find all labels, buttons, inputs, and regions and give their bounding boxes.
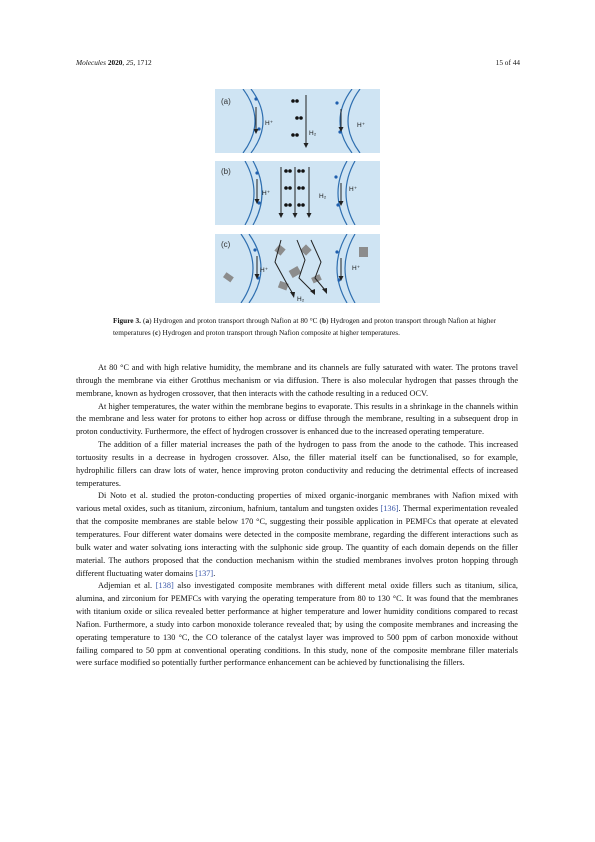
panel-background: [215, 89, 380, 153]
hydrogen-molecule: [284, 169, 288, 173]
caption-mark-b: b: [321, 316, 327, 325]
proton-label-right: H⁺: [357, 122, 366, 129]
proton-label-right: H⁺: [349, 186, 358, 193]
proton-dot: [253, 248, 256, 251]
page-number: 15 of 44: [495, 58, 520, 67]
paragraph: Adjemian et al. [138] also investigated composite membranes with different metal oxide fillers such as titanium, silica, alumina, and zirconium for PEMFCs with varying the operating temperature from 80 to 130 °C. It was found that the membranes with titanium oxide or silica revealed better performance at higher temperature and lower humidity conditions compared to recast Nafion. Furthermore, a study into carbon monoxide tolerance revealed that; by using the composite membranes and increasing the operating temperature to 130 °C, the CO tolerance of the catalyst layer was improved to 500 ppm of carbon monoxide without failing compared to 50 ppm at conventional operating conditions. In this study, none of the composite membrane filler materials were surface modified so potentially further performance enhancement can be achieved by functionalising the fillers.: [76, 581, 518, 668]
paragraph: Di Noto et al. studied the proton-conducting properties of mixed organic-inorganic membranes with Nafion mixed with various metal oxides, such as titanium, zirconium, hafnium, tantalum and tungsten oxides [136]. Thermal experimentation revealed that the composite membranes are stable below 170 °C, suggesting their possible application in PEMFCs that operate at elevated temperatures. Four different water domains were detected in the composite membrane, regarding the different interactions such as bulk water and water solvating ions interacting with the sulphonic side group. The quantity of each domain depends on the filler material. The authors proposed that the conduction mechanism within the studied membranes involves proton hopping through different fluctuating water domains [137].: [76, 491, 518, 578]
hydrogen-molecule: [297, 169, 301, 173]
hydrogen-molecule: [291, 99, 295, 103]
paragraph: The addition of a filler material increases the path of the hydrogen to pass from the anode to the cathode. This increased tortuosity results in a decrease in hydrogen crossover. Also, the filler material itself can be functionalised, so for example, hydrophilic fillers can draw lots of water, hence improving proton conductivity and reducing the detrimental effects of increased temperatures.: [76, 440, 518, 488]
journal-citation: Molecules 2020, 25, 1712: [76, 58, 152, 67]
caption-text-c: Hydrogen and proton transport through Nafion composite at higher temperatures.: [162, 327, 400, 337]
proton-dot: [255, 171, 258, 174]
panel-label: (c): [221, 240, 231, 249]
proton-label-left: H⁺: [260, 267, 269, 274]
paragraph: At 80 °C and with high relative humidity, the membrane and its channels are fully saturated with water. The protons travel through the membrane via either Grotthus mechanism or via diffusion. There is also molecular hydrogen that passes through the membrane, known as hydrogen crossover, that then interacts with the cathode resulting in a reduced OCV.: [76, 363, 518, 398]
figure-caption: Figure 3. (a) Hydrogen and proton transport through Nafion at 80 °C (b) Hydrogen and proton transport through Nafion at higher temperatures (c) Hydrogen and proton transport through Nafion composite at higher temperatures.: [113, 316, 497, 337]
hydrogen-molecule: [291, 133, 295, 137]
journal-volume: 25: [126, 58, 134, 67]
panel-label: (a): [221, 97, 231, 106]
caption-mark-a: a: [145, 316, 150, 325]
page-header: [76, 58, 520, 70]
hydrogen-label: H₂: [319, 193, 327, 200]
panel-label: (b): [221, 167, 231, 176]
proton-label-right: H⁺: [352, 265, 361, 272]
proton-dot: [336, 203, 339, 206]
journal-name: Molecules: [76, 58, 106, 67]
caption-mark-c: c: [154, 327, 159, 337]
caption-text-a: Hydrogen and proton transport through Nafion at 80 °C: [153, 316, 318, 325]
proton-dot: [254, 97, 257, 100]
hydrogen-molecule: [295, 116, 299, 120]
hydrogen-molecule: [297, 203, 301, 207]
proton-label-left: H⁺: [262, 190, 271, 197]
hydrogen-molecule: [297, 186, 301, 190]
citation-link[interactable]: [137]: [195, 568, 214, 578]
hydrogen-label: H₂: [297, 296, 305, 303]
proton-label-left: H⁺: [265, 120, 274, 127]
citation-link[interactable]: [136]: [380, 504, 399, 514]
proton-dot: [334, 175, 337, 178]
proton-dot: [335, 250, 338, 253]
body-text: [76, 362, 518, 670]
hydrogen-label: H₂: [309, 130, 317, 137]
figure-panel-b: [215, 161, 380, 225]
filler-particle: [359, 247, 368, 257]
article-number: 1712: [137, 58, 152, 67]
caption-text-b: Hydrogen and proton transport through Nafion at higher temperatures: [113, 316, 497, 337]
journal-year: 2020: [107, 58, 123, 67]
figure-panel-c: [215, 234, 380, 303]
hydrogen-molecule: [284, 186, 288, 190]
paragraph: At higher temperatures, the water within the membrane begins to evaporate. This results in a shrinkage in the channels within the membrane and less water for protons to either hop across or diffuse through the membrane, resulting in a subsequent drop in proton conductivity. Furthermore, the effect of hydrogen crossover is enhanced due to the increased operating temperature.: [76, 401, 518, 437]
caption-label: Figure 3.: [113, 316, 142, 325]
figure-panel-a: [215, 89, 380, 153]
hydrogen-molecule: [284, 203, 288, 207]
proton-dot: [335, 101, 338, 104]
citation-link[interactable]: [138]: [155, 581, 174, 591]
